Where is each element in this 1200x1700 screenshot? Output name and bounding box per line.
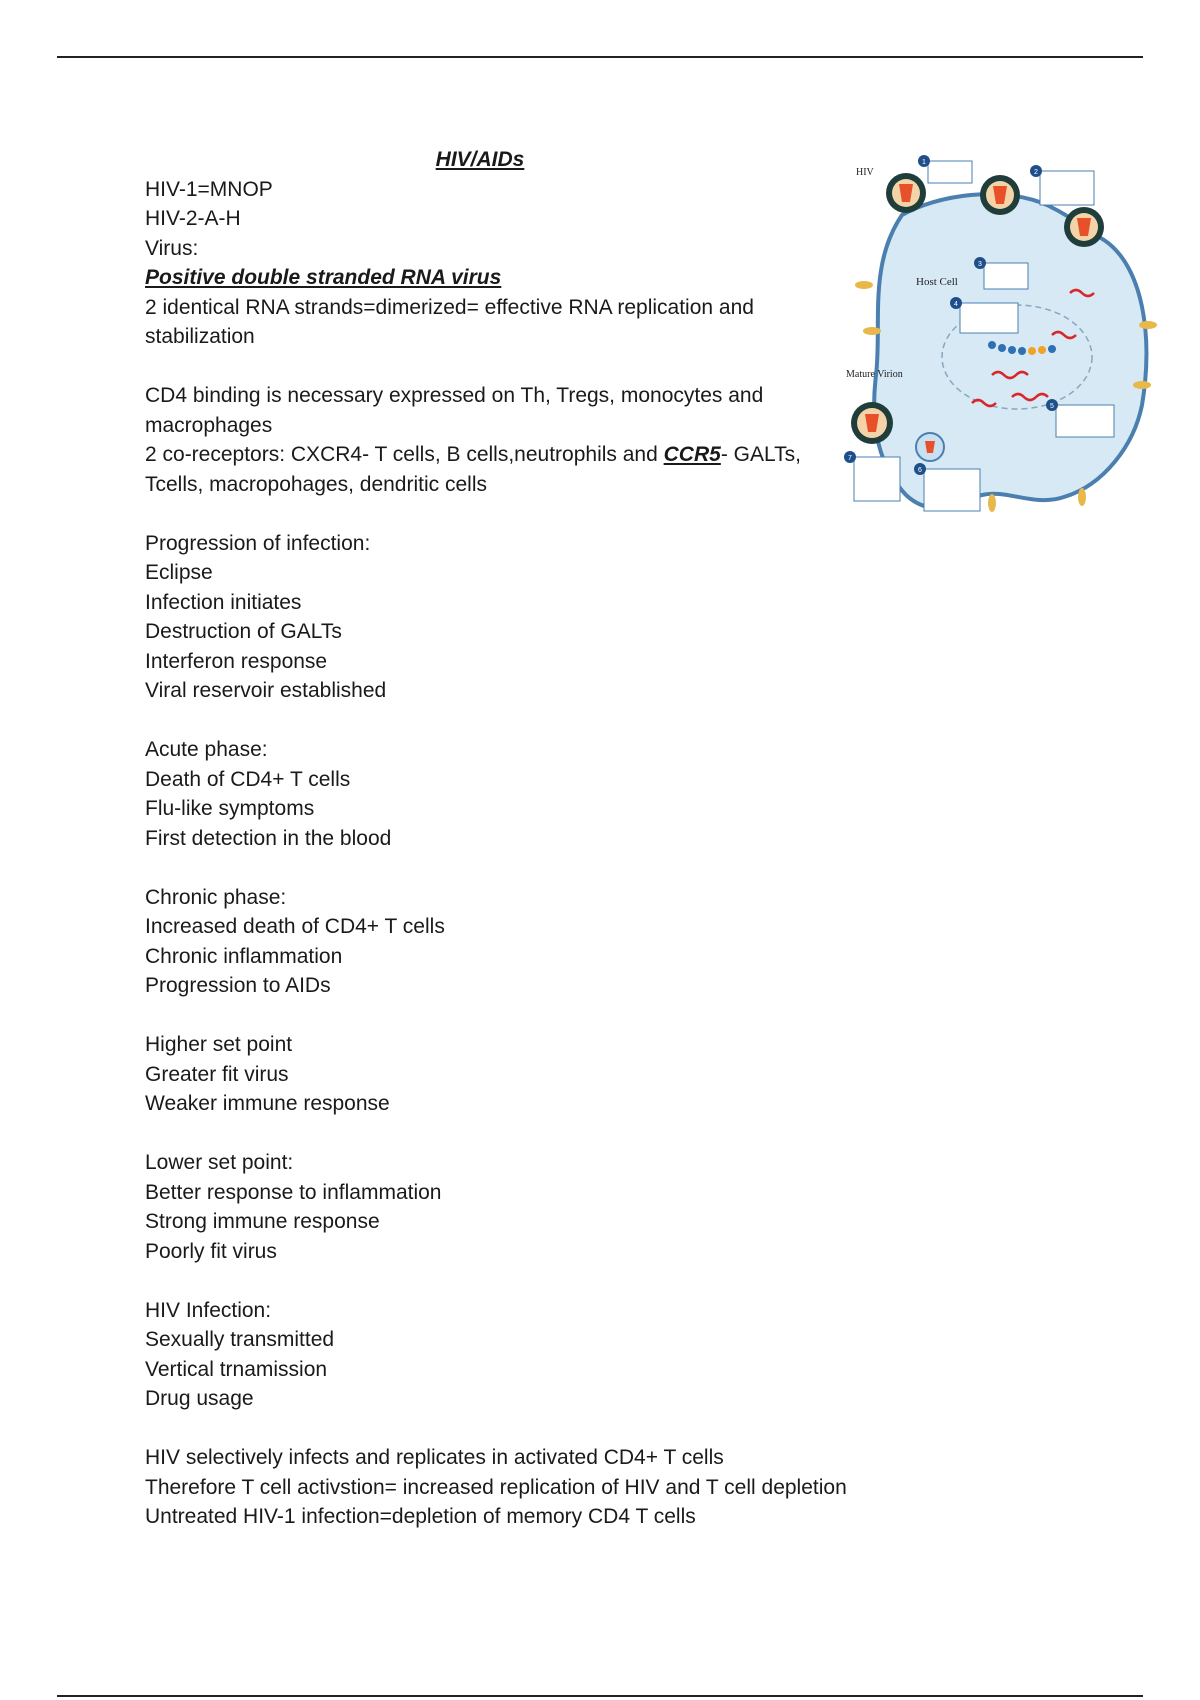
section-item: Strong immune response [145,1210,380,1233]
coreceptors-prefix: 2 co-receptors: CXCR4- T cells, B cells,neutrophils and [145,443,664,466]
section-item: Greater fit virus [145,1062,289,1086]
section-item: Therefore T cell activstion= increased replication of HIV and T cell depletion [145,1475,847,1499]
footer-rule [57,1695,1143,1697]
cd4-note: CD4 binding is necessary expressed on Th, Tregs, monocytes and macrophages [145,384,764,437]
section-item: Progression to AIDs [145,974,331,997]
document-body [145,145,845,1532]
section-item: Increased death of CD4+ T cells [145,915,445,938]
section-item: Viral reservoir established [145,679,387,702]
section-item: Untreated HIV-1 infection=depletion of memory CD4 T cells [145,1505,696,1528]
section-item: Weaker immune response [145,1092,390,1115]
budding-virion-icon [916,433,944,461]
step-number: 5 [1050,403,1054,410]
intro-line: HIV-2-A-H [145,207,241,230]
section-item: Drug usage [145,1387,254,1410]
section-item: Vertical trnamission [145,1357,328,1381]
virion-icon [886,173,926,213]
section-item: Sexually transmitted [145,1328,335,1351]
hiv-label: HIV [856,167,874,178]
step-number: 2 [1034,169,1038,176]
document-title: HIV/AIDs [435,148,525,171]
section-heading: Higher set point [145,1033,293,1056]
virion-icon [1064,207,1104,247]
hiv-lifecycle-diagram [842,145,1160,535]
section-item: Infection initiates [145,590,302,614]
title-line [145,145,815,175]
virion-icon [980,175,1020,215]
section-heading: HIV Infection: [145,1298,272,1322]
virus-type: Positive double stranded RNA virus [145,266,502,289]
step-number: 3 [978,261,982,268]
intro-line: HIV-1=MNOP [145,177,273,201]
step-number: 6 [918,467,922,474]
coreceptors-suffix: - GALTs, Tcells, macropohages, dendritic cells [145,443,801,496]
section-item: Better response to inflammation [145,1180,442,1204]
section-item: Chronic inflammation [145,944,343,968]
header-rule [57,56,1143,58]
step-number: 4 [954,301,958,308]
step-number: 7 [848,455,852,462]
rna-note: 2 identical RNA strands=dimerized= effective RNA replication and stabilization [145,295,754,348]
ccr5-term: CCR5 [663,443,721,466]
section-item: Death of CD4+ T cells [145,767,351,791]
virion-icon [851,402,893,444]
coreceptors-note [145,440,845,499]
section-item: Destruction of GALTs [145,620,342,643]
section-heading: HIV selectively infects and replicates in activated CD4+ T cells [145,1446,724,1469]
section-heading: Chronic phase: [145,885,287,909]
section-heading: Acute phase: [145,738,268,761]
section-item: Poorly fit virus [145,1239,277,1263]
section-heading: Progression of infection: [145,531,371,555]
section-item: Flu-like symptoms [145,797,315,820]
hiv-lifecycle-figure [842,145,1160,535]
step-number: 1 [922,159,926,166]
intro-line: Virus: [145,236,199,260]
section-item: First detection in the blood [145,826,392,850]
host-cell-label: Host Cell [916,276,958,288]
mature-virion-label: Mature Virion [846,369,903,380]
section-item: Interferon response [145,649,328,673]
section-item: Eclipse [145,561,213,584]
section-heading: Lower set point: [145,1151,294,1174]
